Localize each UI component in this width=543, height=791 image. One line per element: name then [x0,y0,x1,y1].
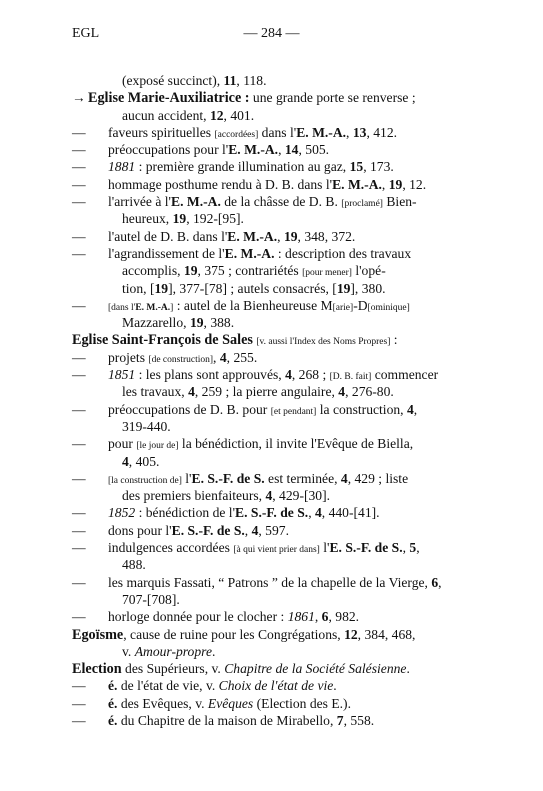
index-subentry: — hommage posthume rendu à D. B. dans l'E. M.-A., 19, 12. [72,176,427,192]
index-subentry: — faveurs spirituelles [accordées] dans l'E. M.-A., 13, 412. [72,124,398,140]
index-entry-election: Election des Supérieurs, v. Chapitre de la Société Salésienne. [72,661,410,678]
index-subentry: — 1881 : première grande illumination au gaz, 15, 173. [72,159,394,175]
index-line: aucun accident, 12, 401. [122,107,255,123]
index-line: heureux, 19, 192-[95]. [122,211,244,227]
index-body [0,72,543,729]
index-subentry: — 1852 : bénédiction de l'E. S.-F. de S., 4, 440-[41]. [72,505,380,521]
index-subentry: — projets [de construction], 4, 255. [72,349,258,365]
index-subentry: — pour [le jour de] la bénédiction, il invite l'Evêque de Biella, [72,436,414,452]
index-line: Mazzarello, 19, 388. [122,315,235,331]
index-subentry: — l'arrivée à l'E. M.-A. de la châsse de D. B. [proclamé] Bien- [72,194,417,210]
index-entry-eglise-marie-auxiliatrice: → Eglise Marie-Auxiliatrice : une grande porte se renverse ; [72,90,416,107]
index-line: 488. [122,557,146,573]
index-subentry: — l'autel de D. B. dans l'E. M.-A., 19, 348, 372. [72,228,356,244]
index-subentry: — les marquis Fassati, “ Patrons ” de la chapelle de la Vierge, 6, [72,574,442,590]
index-line: 4, 405. [122,453,160,469]
index-subentry: — [dans l'E. M.-A.] : autel de la Bienheureuse M[arie]-D[ominique] [72,297,410,313]
index-line: tion, [19], 377-[78] ; autels consacrés, [19], 380. [122,280,386,296]
index-line: v. Amour-propre. [122,643,216,659]
index-line: des premiers bienfaiteurs, 4, 429-[30]. [122,488,331,504]
page-number: — 284 — [243,26,300,41]
index-subentry: — 1851 : les plans sont approuvés, 4, 268 ; [D. B. fait] commencer [72,367,439,383]
index-line: les travaux, 4, 259 ; la pierre angulaire, 4, 276-80. [122,384,394,400]
index-line: 707-[708]. [122,591,180,607]
page-header [0,25,543,45]
index-subentry: — dons pour l'E. S.-F. de S., 4, 597. [72,522,289,538]
index-entry-egoisme: Egoïsme, cause de ruine pour les Congrégations, 12, 384, 468, [72,626,416,643]
index-subentry: — indulgences accordées [à qui vient prier dans] l'E. S.-F. de S., 5, [72,540,420,556]
index-subentry: — é. du Chapitre de la maison de Mirabello, 7, 558. [72,712,375,728]
index-subentry: — é. de l'état de vie, v. Choix de l'état de vie. [72,678,337,694]
index-subentry: — préoccupations pour l'E. M.-A., 14, 505. [72,142,330,158]
index-line: (exposé succinct), 11, 118. [122,73,267,88]
index-subentry: — [la construction de] l'E. S.-F. de S. est terminée, 4, 429 ; liste [72,470,409,486]
running-head: EGL [72,26,100,41]
index-entry-eglise-saint-francois-de-sales: Eglise Saint-François de Sales [v. aussi l'Index des Noms Propres] : [72,332,398,349]
index-subentry: — préoccupations de D. B. pour [et pendant] la construction, 4, [72,401,418,417]
index-subentry: — horloge donnée pour le clocher : 1861, 6, 982. [72,609,360,625]
index-line: 319-440. [122,418,171,434]
index-subentry: — é. des Evêques, v. Evêques (Election des E.). [72,695,351,711]
index-subentry: — l'agrandissement de l'E. M.-A. : description des travaux [72,245,412,261]
index-line: accomplis, 19, 375 ; contrariétés [pour mener] l'opé- [122,263,386,279]
arrow-icon: → [72,90,86,106]
